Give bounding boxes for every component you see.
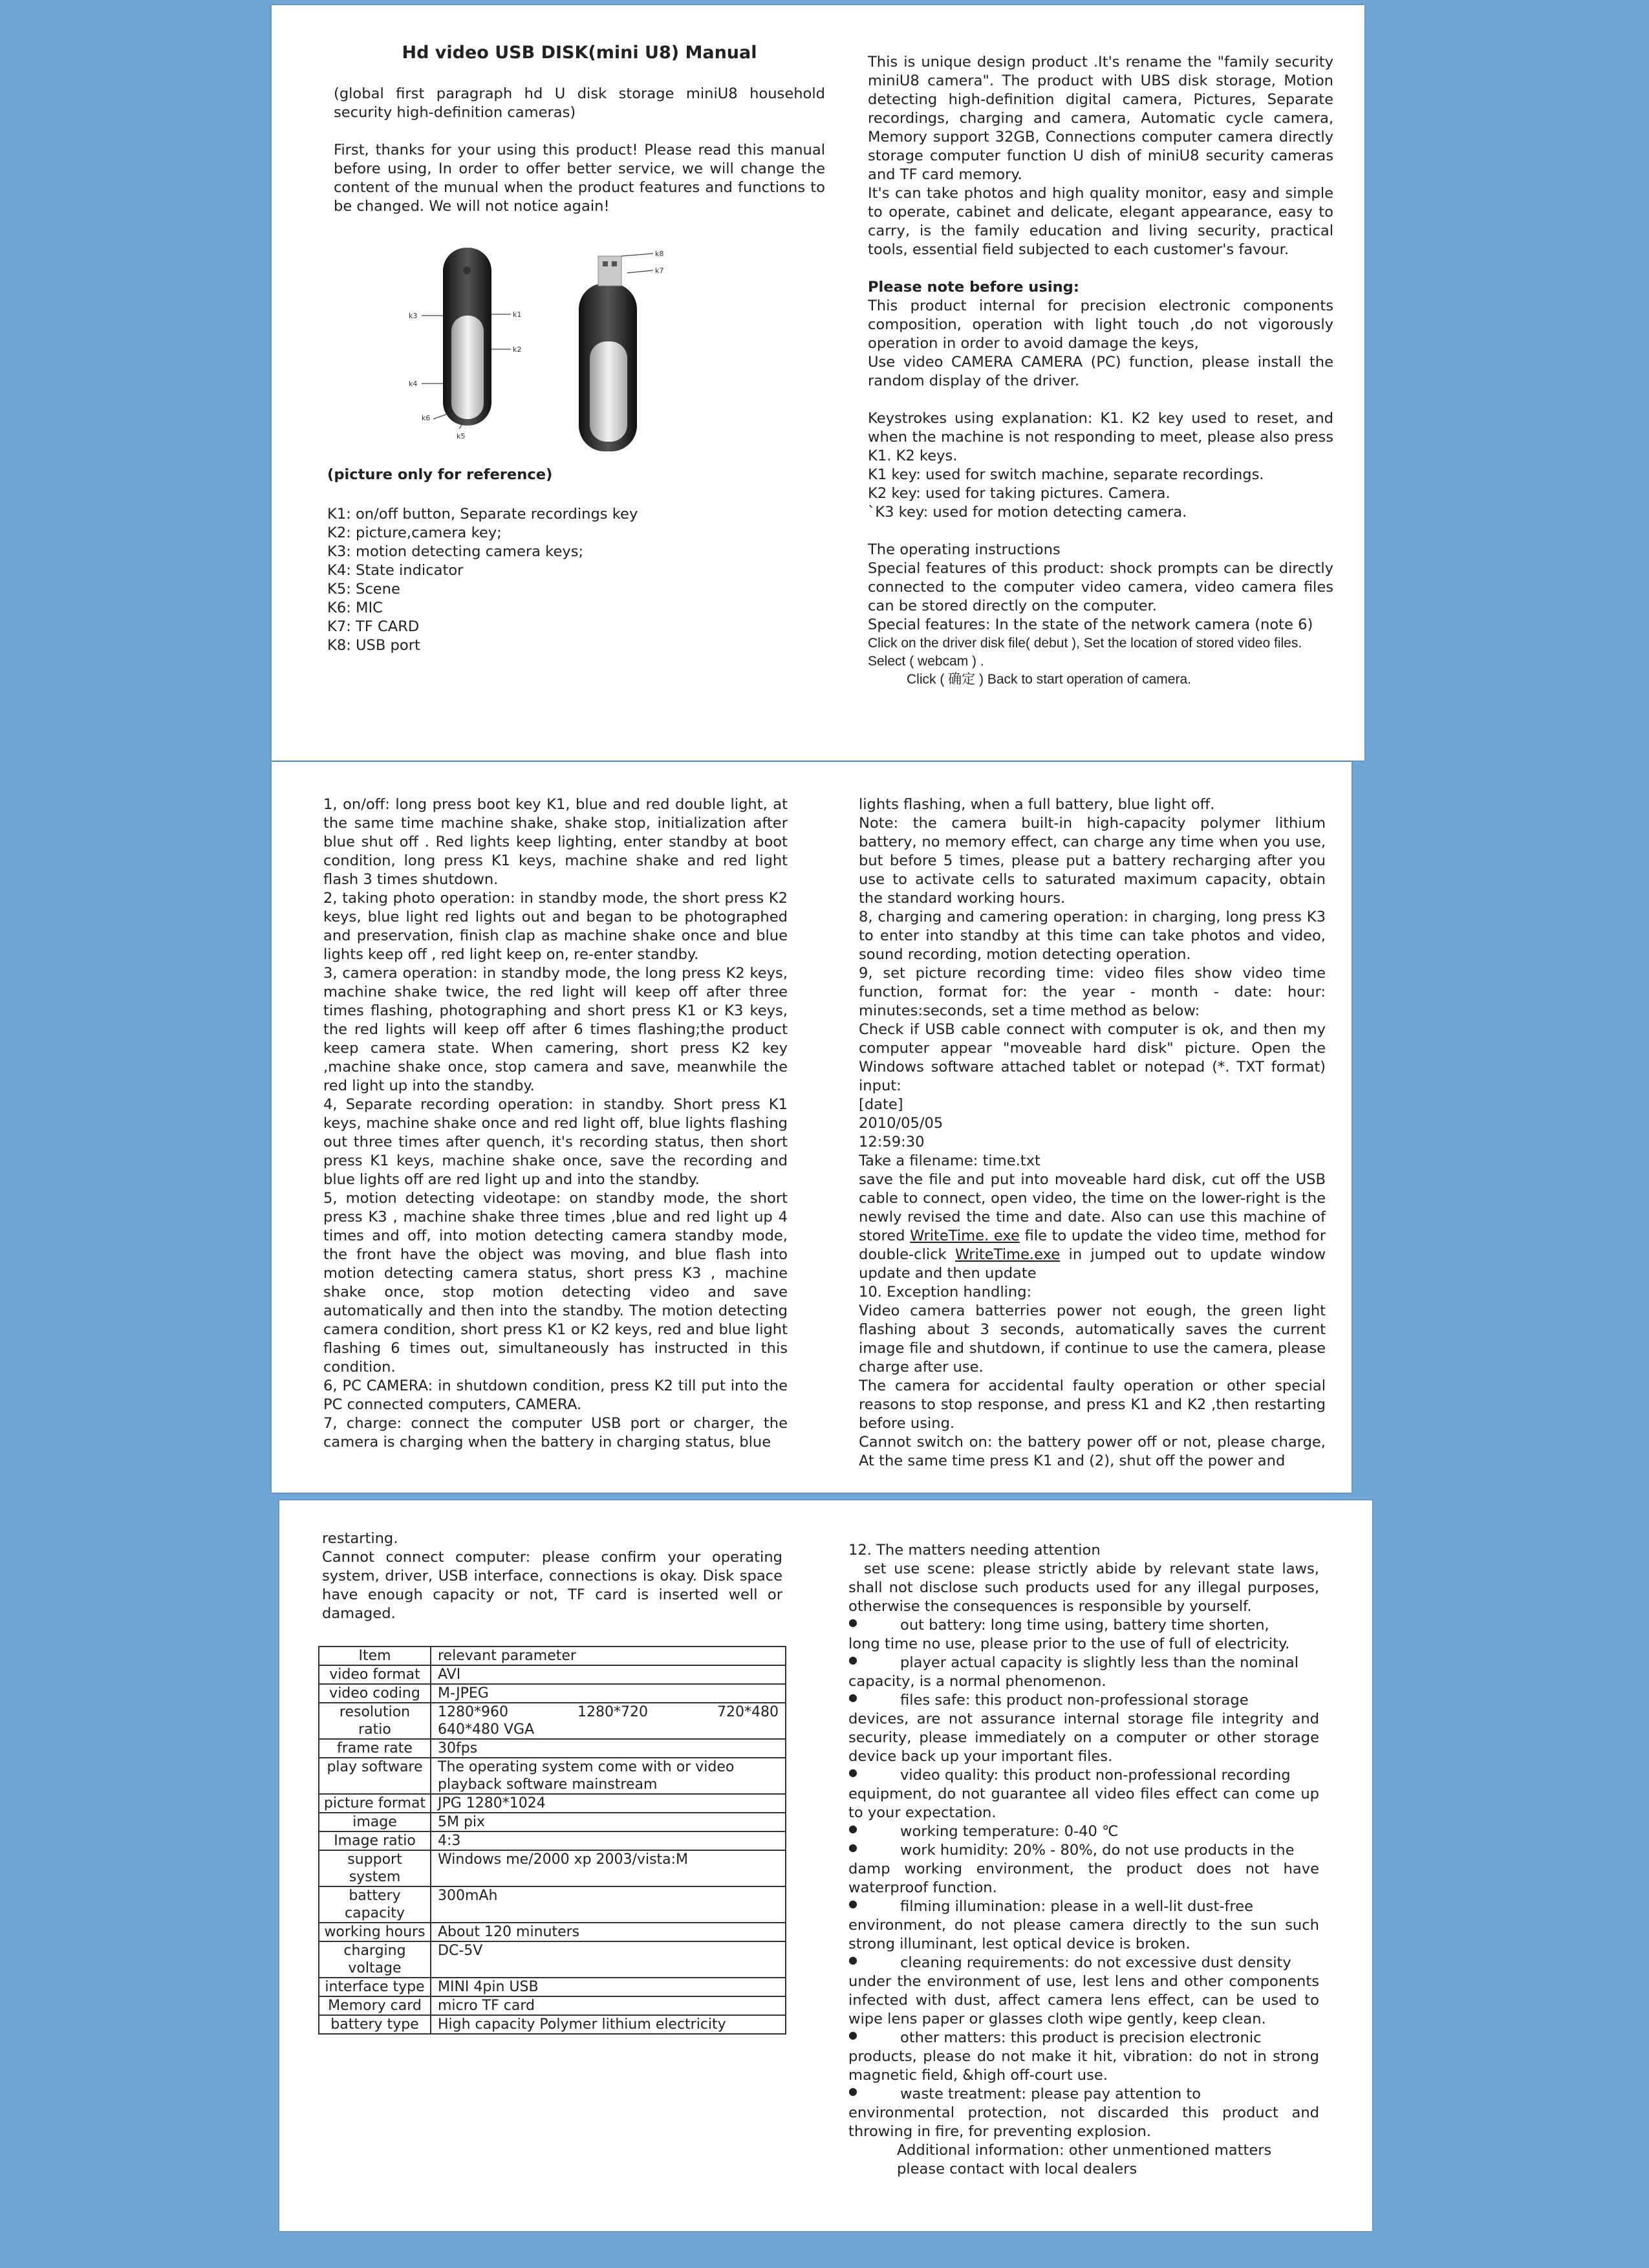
table-row: working hours About 120 minuters <box>319 1923 786 1941</box>
manual-title: Hd video USB DISK(mini U8) Manual <box>402 43 757 63</box>
restarting-continued: restarting. <box>322 1530 398 1547</box>
table-row: image 5M pix <box>319 1813 786 1831</box>
key-line-k3: `K3 key: used for motion detecting camera. <box>868 504 1187 521</box>
date-tag: [date] <box>859 1096 903 1113</box>
photo-label-k8: k8 <box>655 250 664 258</box>
bullet-icon <box>848 1954 900 1972</box>
instruction-9-steps: Check if USB cable connect with computer is ok, and then my computer appear "moveable hard disk" picture. Open the Windows software attached tablet or notepad (*. TXT format) input: <box>859 1021 1326 1094</box>
attention-item-files-safe: ● files safe: this product non-professional storage devices, are not assurance internal storage file integrity and security, please immediately on a computer or other storage device back up your important files. <box>848 1691 1319 1766</box>
key-k8: K8: USB port <box>327 637 420 654</box>
attention-item-waste: ● waste treatment: please pay attention to environmental protection, not discarded this product and throwing in fire, for preventing explosion. <box>848 2085 1319 2141</box>
table-row: charging voltage DC-5V <box>319 1941 786 1978</box>
note-paragraph-1: This product internal for precision electronic components composition, operation with light touch ,do not vigorously operation in order to avoid damage the keys, <box>868 297 1333 352</box>
additional-information-2: please contact with local dealers <box>897 2161 1137 2177</box>
exception-heading: 10. Exception handling: <box>859 1284 1032 1301</box>
attention-item-illumination: ● filming illumination: please in a well-lit dust-free environment, do not please camera directly to the sun such strong illuminant, lest optical device is broken. <box>848 1897 1319 1954</box>
photo-label-k2: k2 <box>513 345 522 354</box>
charge-continued: lights flashing, when a full battery, blue light off. <box>859 796 1215 813</box>
page1-left-column <box>334 43 825 216</box>
writetime-link-1[interactable]: WriteTime. exe <box>910 1227 1020 1244</box>
table-row: video coding M-JPEG <box>319 1684 786 1703</box>
instruction-3-camera: 3, camera operation: in standby mode, the long press K2 keys, machine shake twice, the red light will keep off after three times flashing, photographing and short press K1 or K3 keys, the red lights will keep off after 6 times flashing;the product keep camera state. When camering, short press K2 key ,machine shake once, stop camera and save, meanwhile the red light up into the standby. <box>323 965 788 1094</box>
picture-reference-note: (picture only for reference) <box>327 466 553 483</box>
table-row: Item relevant parameter <box>319 1647 786 1665</box>
attention-item-other: ● other matters: this product is precision electronic products, please do not make it hit, vibration: do not in strong magnetic field, &high off-court use. <box>848 2029 1319 2085</box>
key-k5: K5: Scene <box>327 581 400 598</box>
instruction-7-charge: 7, charge: connect the computer USB port or charger, the camera is charging when the battery in charging status, blue <box>323 1415 788 1451</box>
table-row: Image ratio 4:3 <box>319 1831 786 1850</box>
photo-label-k5: k5 <box>457 432 466 440</box>
intro-paragraph: First, thanks for your using this product! Please read this manual before using, In order to offer better service, we will change the content of the munual when the product features and functions to be changed. We will not notice again! <box>334 142 825 215</box>
operating-paragraph-2: Special features: In the state of the network camera (note 6) <box>868 616 1313 633</box>
key-k4: K4: State indicator <box>327 562 464 579</box>
instruction-9-set-time: 9, set picture recording time: video files show video time function, format for: the year - month - date: hour: minutes:seconds, set a time method as below: <box>859 965 1326 1019</box>
bullet-icon <box>848 2085 900 2104</box>
exception-low-power: Video camera batterries power not eough, the green light flashing about 3 seconds, automatically saves the current image file and shutdown, if continue to use the camera, please charge after use. <box>859 1302 1326 1376</box>
photo-label-k3: k3 <box>409 312 418 320</box>
table-row: play software The operating system come with or video playback software mainstream <box>319 1758 786 1794</box>
product-photo <box>407 244 679 458</box>
bullet-icon <box>848 1822 900 1841</box>
cannot-connect-paragraph: Cannot connect computer: please confirm your operating system, driver, USB interface, connections is okay. Disk space have enough capacity or not, TF card is inserted well or damaged. <box>322 1549 782 1622</box>
filename-example: Take a filename: time.txt <box>859 1152 1040 1169</box>
page2-left-column <box>323 795 788 1452</box>
attention-heading: 12. The matters needing attention <box>848 1542 1101 1559</box>
manual-page-3 <box>279 1500 1372 2231</box>
photo-label-k6: k6 <box>422 414 431 422</box>
table-row: frame rate 30fps <box>319 1739 786 1758</box>
key-line-k1: K1 key: used for switch machine, separate recordings. <box>868 466 1264 483</box>
table-row: support system Windows me/2000 xp 2003/vista:M <box>319 1850 786 1886</box>
attention-intro: set use scene: please strictly abide by relevant state laws, shall not disclose such products used for any illegal purposes, otherwise the consequences is responsible by yourself. <box>848 1561 1319 1615</box>
table-row: resolution ratio 1280*960 1280*720 720*480 640*480 VGA <box>319 1703 786 1739</box>
bullet-icon <box>848 1897 900 1916</box>
battery-note: Note: the camera built-in high-capacity polymer lithium battery, no memory effect, can charge any time when you use, but before 5 times, please put a battery recharging after you use to activate cells to saturated maximum capacity, obtain the standard working hours. <box>859 815 1326 907</box>
operating-paragraph-1: Special features of this product: shock prompts can be directly connected to the computer video camera, video camera files can be stored directly on the computer. <box>868 560 1333 614</box>
attention-item-humidity: ● work humidity: 20% - 80%, do not use products in the damp working environment, the product does not have waterproof function. <box>848 1841 1319 1897</box>
instruction-8-charging-camering: 8, charging and camering operation: in charging, long press K3 to enter into standby at this time can take photos and video, sound recording, motion detecting operation. <box>859 909 1326 963</box>
manual-subtitle: (global first paragraph hd U disk storage miniU8 household security high-definition cameras) <box>334 85 825 121</box>
keystrokes-paragraph: Keystrokes using explanation: K1. K2 key used to reset, and when the machine is not responding to meet, please also press K1. K2 keys. <box>868 410 1333 464</box>
usb-camera-illustration <box>407 244 679 458</box>
operating-paragraph-3: Click on the driver disk file( debut ), Set the location of stored video files. Select ( webcam ) . <box>868 636 1302 669</box>
table-row: picture format JPG 1280*1024 <box>319 1794 786 1813</box>
save-instructions: save the file and put into moveable hard disk, cut off the USB cable to connect, open video, the time on the lower-right is the newly revised the time and date. Also can use this machine of stored WriteTime. exe file to update the video time, method for double-click WriteTime.exe in jumped out to update window update and then update <box>859 1171 1326 1282</box>
key-line-k2: K2 key: used for taking pictures. Camera. <box>868 485 1170 502</box>
operating-paragraph-4: Click ( 确定 ) Back to start operation of camera. <box>907 672 1191 687</box>
exception-cannot-switch-on: Cannot switch on: the battery power off or not, please charge, At the same time press K1 and (2), shut off the power and <box>859 1434 1326 1469</box>
table-row: Memory card micro TF card <box>319 1996 786 2015</box>
instruction-5-motion: 5, motion detecting videotape: on standby mode, the short press K3 , machine shake three times ,blue and red light up 4 times and off, into motion detecting camera standby mode, the front have the object was moving, and blue flash into motion detecting camera status, short press K3 , machine shake once, stop motion detecting video and save automatically and then into the standby. The motion detecting camera condition, short press K1 or K2 keys, red and blue light flashing 6 times out, simultaneously has instructed in this condition. <box>323 1190 788 1376</box>
photo-label-k4: k4 <box>409 380 418 388</box>
table-row: video format AVI <box>319 1665 786 1684</box>
bullet-icon <box>848 1841 900 1860</box>
manual-page-1 <box>272 5 1364 761</box>
additional-information-1: Additional information: other unmentioned matters <box>897 2142 1272 2159</box>
time-example: 12:59:30 <box>859 1134 925 1150</box>
page1-right-column <box>868 53 1333 689</box>
bullet-icon <box>848 1616 900 1635</box>
table-row: battery type High capacity Polymer lithium electricity <box>319 2015 786 2034</box>
operating-instructions-heading: The operating instructions <box>868 541 1061 558</box>
attention-item-temperature: ● working temperature: 0-40 ℃ <box>848 1822 1319 1841</box>
key-k3: K3: motion detecting camera keys; <box>327 543 584 560</box>
bullet-icon <box>848 1654 900 1672</box>
note-heading: Please note before using: <box>868 279 1079 296</box>
photo-label-k1: k1 <box>513 310 522 319</box>
manual-page-2 <box>272 762 1352 1493</box>
spec-table-container <box>318 1646 786 2035</box>
table-row: interface type MINI 4pin USB <box>319 1978 786 1996</box>
table-row: battery capacity 300mAh <box>319 1886 786 1923</box>
page3-left-column <box>322 1529 782 1623</box>
exception-no-response: The camera for accidental faulty operation or other special reasons to stop response, and press K1 and K2 ,then restarting before using. <box>859 1377 1326 1432</box>
attention-item-video-quality: ● video quality: this product non-professional recording equipment, do not guarantee all video files effect can come up to your expectation. <box>848 1766 1319 1822</box>
key-k7: K7: TF CARD <box>327 618 420 635</box>
page2-right-column <box>859 795 1326 1471</box>
note-paragraph-2: Use video CAMERA CAMERA (PC) function, please install the random display of the driver. <box>868 354 1333 389</box>
instruction-2-photo: 2, taking photo operation: in standby mode, the short press K2 keys, blue light red lights out and began to be photographed and preservation, finish clap as machine shake once and blue lights keep off , red light keep on, re-enter standby. <box>323 890 788 963</box>
photo-label-k7: k7 <box>655 266 664 275</box>
attention-item-capacity: ● player actual capacity is slightly less than the nominal capacity, is a normal phenomenon. <box>848 1654 1319 1691</box>
product-description: This is unique design product .It's rename the "family security miniU8 camera". The product with UBS disk storage, Motion detecting high-definition digital camera, Pictures, Separate recordings, charging and camera, Automatic cycle camera, Memory support 32GB, Connections computer camera directly storage computer function U dish of miniU8 security cameras and TF card memory. <box>868 54 1333 183</box>
bullet-icon <box>848 1766 900 1785</box>
key-k6: K6: MIC <box>327 599 383 616</box>
bullet-icon <box>848 1691 900 1710</box>
instruction-4-recording: 4, Separate recording operation: in standby. Short press K1 keys, machine shake once and red light off, blue lights flashing out three times after quench, it's recording status, then short press K1 keys, machine shake once, save the recording and blue lights off are red light up and into the standby. <box>323 1096 788 1188</box>
page3-right-column <box>848 1541 1319 2179</box>
bullet-icon <box>848 2029 900 2047</box>
key-k2: K2: picture,camera key; <box>327 524 502 541</box>
instruction-6-pc-camera: 6, PC CAMERA: in shutdown condition, press K2 till put into the PC connected computers, CAMERA. <box>323 1377 788 1413</box>
specification-table <box>318 1646 786 2035</box>
instruction-1-onoff: 1, on/off: long press boot key K1, blue and red double light, at the same time machine shake, shake stop, initialization after blue shut off . Red lights keep lighting, enter standby at boot condition, long press K1 keys, machine shake and red light flash 3 times shutdown. <box>323 796 788 888</box>
attention-item-battery: ● out battery: long time using, battery time shorten, long time no use, please prior to the use of full of electricity. <box>848 1616 1319 1654</box>
writetime-link-2[interactable]: WriteTime.exe <box>954 1246 1061 1263</box>
attention-item-cleaning: ● cleaning requirements: do not excessive dust density under the environment of use, lest lens and other components infected with dust, affect camera lens effect, can be used to wipe lens paper or glasses cloth wipe gently, keep clean. <box>848 1954 1319 2029</box>
key-k1: K1: on/off button, Separate recordings key <box>327 506 638 523</box>
product-benefits: It's can take photos and high quality monitor, easy and simple to operate, cabinet and delicate, elegant appearance, easy to carry, is the family education and living security, practical tools, essential field subjected to each customer's favour. <box>868 185 1333 258</box>
key-legend <box>327 466 819 655</box>
date-example: 2010/05/05 <box>859 1115 943 1132</box>
